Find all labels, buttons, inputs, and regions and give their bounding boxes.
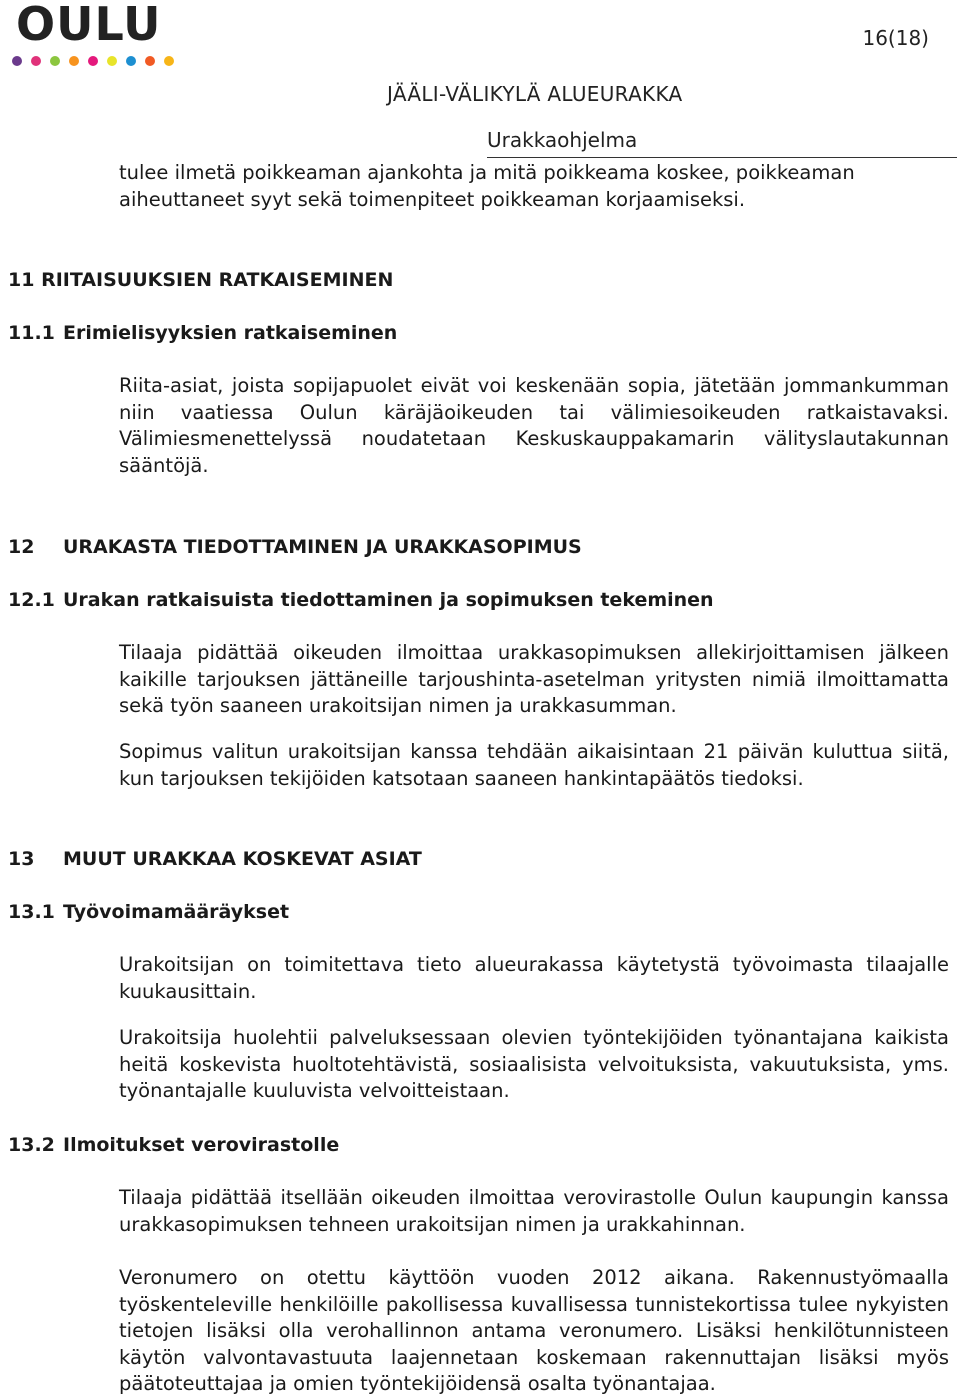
logo-dot xyxy=(88,56,98,66)
intro-paragraph: tulee ilmetä poikkeaman ajankohta ja mitä poikkeama koskee, poikkeaman aiheuttaneet syyt sekä toimenpiteet poikkeaman korjaamiseksi. xyxy=(119,161,855,211)
page-number: 16(18) xyxy=(862,26,929,50)
paragraph-12-1-b: Sopimus valitun urakoitsijan kanssa tehdään aikaisintaan 21 päivän kuluttua siitä, kun tarjouksen tekijöiden katsotaan saaneen hankintapäätös tiedoksi. xyxy=(119,740,949,790)
paragraph-13-2-b: Veronumero on otettu käyttöön vuoden 2012 aikana. Rakennustyömaalla työskenteleville henkilöille pakollisessa kuvallisessa tunnistekortissa tulee nykyisten tietojen lisäksi olla verohallinnon antama veronumero. Lisäksi henkilötunnisteen käytön valvontavastuuta laajennetaan koskemaan rakennuttajan lisäksi myös päätoteuttajaa ja omien työntekijöidensä osalta työnantajaa. xyxy=(119,1266,949,1395)
logo-dots xyxy=(12,56,174,66)
heading-11 xyxy=(8,267,393,293)
logo-dot xyxy=(164,56,174,66)
paragraph-13-1-b: Urakoitsija huolehtii palveluksessaan olevien työntekijöiden työnantajana kaikista heitä koskevista huoltotehtävistä, sosiaalisista velvoituksista, vakuutuksista, yms. työnantajalle kuuluvista velvoitteistaan. xyxy=(119,1026,949,1102)
logo-dot xyxy=(145,56,155,66)
heading-title: MUUT URAKKAA KOSKEVAT ASIAT xyxy=(63,848,422,870)
heading-13 xyxy=(8,846,422,872)
paragraph-13-2-a: Tilaaja pidättää itsellään oikeuden ilmoittaa verovirastolle Oulun kaupungin kanssa urakkasopimuksen tehneen urakoitsijan nimen ja urakkahinnan. xyxy=(119,1186,949,1236)
heading-number: 13.1 xyxy=(8,901,55,923)
heading-12 xyxy=(8,534,582,560)
heading-title: Ilmoitukset verovirastolle xyxy=(63,1134,340,1156)
logo-dot xyxy=(107,56,117,66)
page-header xyxy=(0,0,960,160)
document-subtitle: Urakkaohjelma xyxy=(487,128,638,152)
document-title: JÄÄLI-VÄLIKYLÄ ALUEURAKKA xyxy=(387,82,683,106)
heading-number: 12.1 xyxy=(8,589,55,611)
heading-13-2 xyxy=(8,1132,339,1158)
heading-title: Erimielisyyksien ratkaiseminen xyxy=(63,322,398,344)
logo-dot xyxy=(50,56,60,66)
heading-title: Työvoimamääräykset xyxy=(63,901,290,923)
heading-number: 13 xyxy=(8,848,35,870)
logo-dot xyxy=(12,56,22,66)
heading-12-1 xyxy=(8,587,714,613)
oulu-logo: OULU xyxy=(16,0,162,51)
heading-number: 11.1 xyxy=(8,322,55,344)
heading-title: Urakan ratkaisuista tiedottaminen ja sopimuksen tekeminen xyxy=(63,589,714,611)
paragraph-11-1: Riita-asiat, joista sopijapuolet eivät voi keskenään sopia, jätetään jommankumman niin vaatiessa Oulun käräjäoikeuden tai välimiesoikeuden ratkaistavaksi. Välimiesmenettelyssä noudatetaan Keskuskauppakamarin välityslautakunnan sääntöjä. xyxy=(119,374,949,477)
heading-number: 11 xyxy=(8,269,35,291)
heading-13-1 xyxy=(8,899,289,925)
paragraph-12-1-a: Tilaaja pidättää oikeuden ilmoittaa urakkasopimuksen allekirjoittamisen jälkeen kaikille tarjouksen jättäneille tarjoushinta-asetelman yritysten nimiä ilmoittamatta sekä työn saaneen urakoitsijan nimen ja urakkasumman. xyxy=(119,641,949,717)
heading-number: 13.2 xyxy=(8,1134,55,1156)
heading-title: RIITAISUUKSIEN RATKAISEMINEN xyxy=(41,269,394,291)
logo-dot xyxy=(69,56,79,66)
heading-title: URAKASTA TIEDOTTAMINEN JA URAKKASOPIMUS xyxy=(63,536,582,558)
heading-11-1 xyxy=(8,320,397,346)
logo-dot xyxy=(126,56,136,66)
logo-dot xyxy=(31,56,41,66)
paragraph-13-1-a: Urakoitsijan on toimitettava tieto alueurakassa käytetystä työvoimasta tilaajalle kuukausittain. xyxy=(119,953,949,1003)
header-divider xyxy=(487,157,957,158)
heading-number: 12 xyxy=(8,536,35,558)
